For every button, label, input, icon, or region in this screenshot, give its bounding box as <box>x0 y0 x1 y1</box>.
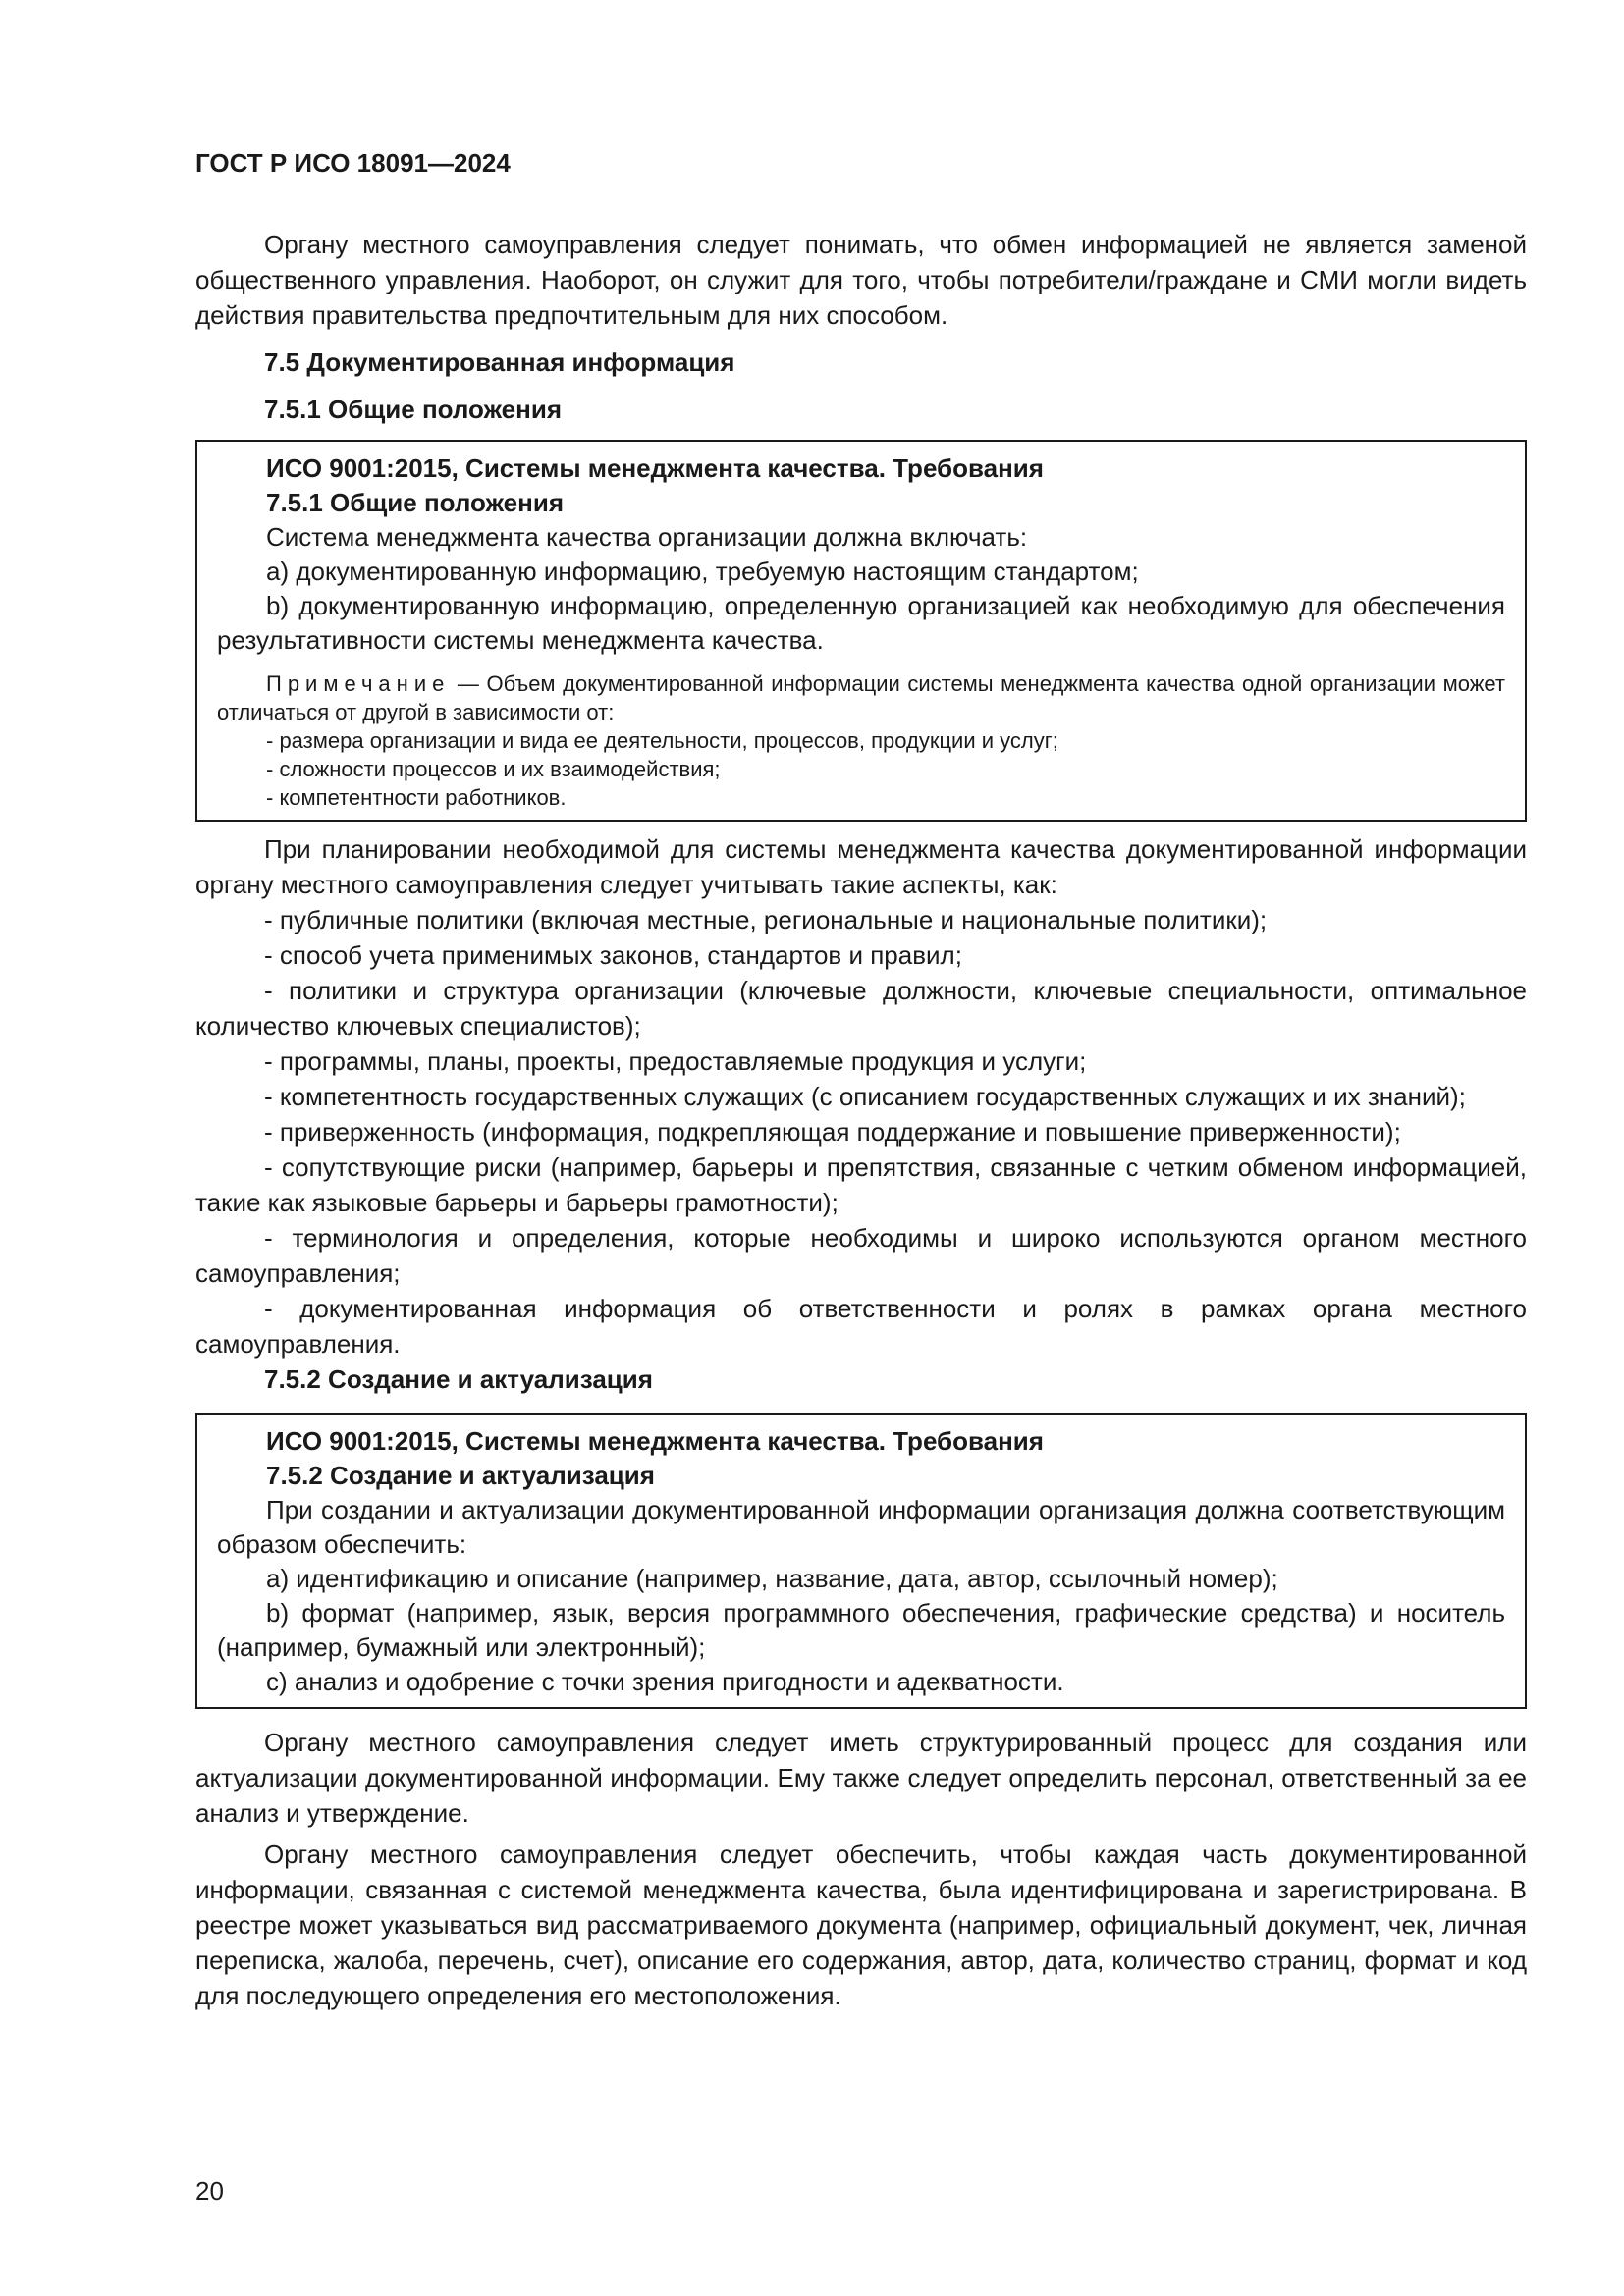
planning-item: - способ учета применимых законов, стандартов и правил; <box>264 940 962 970</box>
planning-item: - документированная информация об ответственности и ролях в рамках органа местного самоуправления. <box>195 1294 1527 1359</box>
closing-paragraph-1: Органу местного самоуправления следует иметь структурированный процесс для создания или актуализации документированной информации. Ему также следует определить персонал, ответственный за ее анализ и утверждение. <box>195 1728 1527 1828</box>
note-item: - размера организации и вида ее деятельности, процессов, продукции и услуг; <box>266 728 1058 753</box>
planning-item: - компетентность государственных служащих (с описанием государственных служащих и их знаний); <box>264 1082 1466 1111</box>
planning-item: - приверженность (информация, подкрепляющая поддержание и повышение приверженности); <box>264 1117 1401 1147</box>
box-item-b: b) формат (например, язык, версия программного обеспечения, графические средства) и носитель (например, бумажный или электронный); <box>217 1598 1505 1662</box>
box-note <box>217 669 1505 726</box>
planning-item: - сопутствующие риски (например, барьеры и препятствия, связанные с четким обменом информацией, такие как языковые барьеры и барьеры грамотности); <box>195 1152 1527 1217</box>
box-lead: Система менеджмента качества организации должна включать: <box>266 522 1028 552</box>
section-heading-7-5-1: 7.5.1 Общие положения <box>264 395 562 424</box>
box-lead: При создании и актуализации документированной информации организация должна соответствующим образом обеспечить: <box>217 1495 1505 1559</box>
iso-quote-box-7-5-2 <box>195 1413 1527 1709</box>
box-item-c: c) анализ и одобрение с точки зрения пригодности и адекватности. <box>266 1667 1064 1696</box>
section-heading-7-5: 7.5 Документированная информация <box>264 347 735 377</box>
iso-quote-box-7-5-1 <box>195 440 1527 822</box>
planning-item: - программы, планы, проекты, предоставляемые продукция и услуги; <box>264 1046 1087 1076</box>
intro-paragraph: Органу местного самоуправления следует понимать, что обмен информацией не является заменой общественного управления. Наоборот, он служит для того, чтобы потребители/граждане и СМИ могли видеть действия правительства предпочтительным для них способом. <box>195 230 1527 330</box>
note-item: - компетентности работников. <box>266 785 567 810</box>
section-heading-7-5-2: 7.5.2 Создание и актуализация <box>264 1364 653 1394</box>
closing-paragraph-2: Органу местного самоуправления следует обеспечить, чтобы каждая часть документированной информации, связанная с системой менеджмента качества, была идентифицирована и зарегистрирована. В реестре может указываться вид рассматриваемого документа (например, официальный документ, чек, личная переписка, жалоба, перечень, счет), описание его содержания, автор, дата, количество страниц, формат и код для последующего определения его местоположения. <box>195 1840 1527 2010</box>
box-item-a: a) идентификацию и описание (например, название, дата, автор, ссылочный номер); <box>266 1564 1278 1593</box>
box-item-b: b) документированную информацию, определенную организацией как необходимую для обеспечения результативности системы менеджмента качества. <box>217 591 1505 655</box>
planning-item: - публичные политики (включая местные, региональные и национальные политики); <box>264 905 1268 934</box>
document-body <box>195 227 1527 2013</box>
planning-intro: При планировании необходимой для системы менеджмента качества документированной информации органу местного самоуправления следует учитывать такие аспекты, как: <box>195 834 1527 899</box>
box-item-a: a) документированную информацию, требуемую настоящим стандартом; <box>266 557 1139 586</box>
box-subtitle: 7.5.1 Общие положения <box>266 488 564 517</box>
box-title: ИСО 9001:2015, Системы менеджмента качества. Требования <box>266 454 1044 483</box>
note-item: - сложности процессов и их взаимодействия; <box>266 757 721 781</box>
planning-item: - терминология и определения, которые необходимы и широко используются органом местного самоуправления; <box>195 1223 1527 1288</box>
box-title: ИСО 9001:2015, Системы менеджмента качества. Требования <box>266 1426 1044 1456</box>
note-label: Примечание <box>266 671 451 696</box>
note-text: — Объем документированной информации системы менеджмента качества одной организации может отличаться от другой в зависимости от: <box>217 671 1505 724</box>
page-number: 20 <box>195 2176 224 2206</box>
box-subtitle: 7.5.2 Создание и актуализация <box>266 1461 655 1490</box>
document-header: ГОСТ Р ИСО 18091—2024 <box>195 148 511 178</box>
planning-item: - политики и структура организации (ключевые должности, ключевые специальности, оптимальное количество ключевых специалистов); <box>195 976 1527 1041</box>
